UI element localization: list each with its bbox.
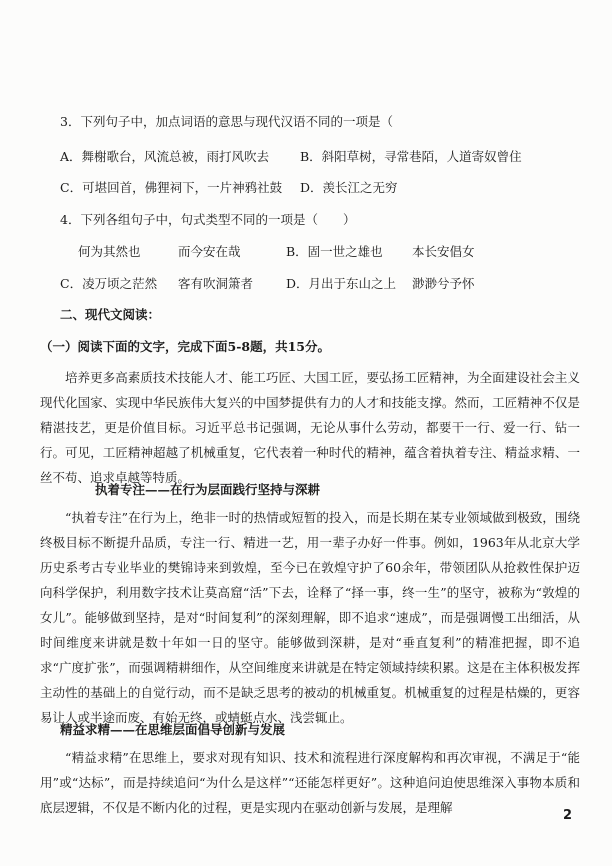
question-3-stem: 3．下列句子中，加点词语的意思与现代汉语不同的一项是（	[60, 114, 393, 129]
question-3-option-d: D．羡长江之无穷	[300, 180, 398, 195]
question-4-option-c-1: C．凌万顷之茫然	[60, 276, 158, 291]
question-3-option-b: B．斜阳草树，寻常巷陌，人道寄奴曾住	[300, 149, 522, 164]
passage-subheading-2: 精益求精——在思维层面倡导创新与发展	[60, 722, 286, 737]
reading-instructions: （一）阅读下面的文字，完成下面5-8题，共15分。	[40, 339, 330, 354]
passage-paragraph-1: “执着专注”在行为上，绝非一时的热情或短暂的投入，而是长期在某专业领域做到极致，围绕终极目标不断提升品质，专注一行、精进一艺，用一辈子办好一件事。例如，1963年从北京大学历史系考古专业毕业的樊锦诗来到敦煌，至今已在敦煌守护了60余年，带领团队从抢救性保护迈向科学保护，利用数字技术让莫高窟“活”下去，诠释了“择一事，终一生”的坚守，被称为“敦煌的女儿”。能够做到坚持，是对“时间复利”的深刻理解，即不追求“速成”，而是强调慢工出细活，从时间维度来讲就是数十年如一日的坚守。能够做到深耕，是对“垂直复利”的精准把握，即不追求“广度扩张”，而强调精耕细作，从空间维度来讲就是在特定领域持续积累。这是在主体积极发挥主动性的基础上的自觉行动，而不是缺乏思考的被动的机械重复。机械重复的过程是枯燥的，更容易让人或半途而废、有始无终，或蜻蜓点水、浅尝辄止。	[40, 510, 580, 725]
question-3-option-a: A．舞榭歌台，风流总被，雨打风吹去	[60, 149, 270, 164]
question-4-option-d-1: D．月出于东山之上	[286, 276, 397, 291]
question-4-option-b-1: B．固一世之雄也	[286, 244, 383, 259]
page-number: 2	[562, 808, 572, 823]
question-4-option-b-2: 本长安倡女	[412, 244, 475, 259]
question-4-option-d-2: 渺渺兮予怀	[412, 276, 475, 291]
question-4-option-c-2: 客有吹洞箫者	[178, 276, 254, 291]
question-4-option-a-1: 何为其然也	[78, 244, 141, 259]
section-heading-modern-reading: 二、现代文阅读：	[60, 307, 161, 322]
question-4-option-a-2: 而今安在哉	[178, 244, 241, 259]
passage-intro-paragraph: 培养更多高素质技术技能人才、能工巧匠、大国工匠，要弘扬工匠精神，为全面建设社会主义现代化国家、实现中华民族伟大复兴的中国梦提供有力的人才和技能支撑。然而，工匠精神不仅是精湛技艺，更是价值目标。习近平总书记强调，无论从事什么劳动，都要干一行、爱一行、钻一行。可见，工匠精神超越了机械重复，它代表着一种时代的精神，蕴含着执着专注、精益求精、一丝不苟、追求卓越等特质。	[40, 370, 580, 485]
passage-paragraph-2: “精益求精”在思维上，要求对现有知识、技术和流程进行深度解构和再次审视，不满足于“能用”或“达标”，而是持续追问“为什么是这样”“还能怎样更好”。这种追问迫使思维深入事物本质和底层逻辑，不仅是不断内化的过程，更是实现内在驱动创新与发展，是理解	[40, 750, 580, 815]
question-3-option-c: C．可堪回首，佛狸祠下，一片神鸦社鼓	[60, 180, 283, 195]
passage-subheading-1: 执着专注——在行为层面践行坚持与深耕	[95, 482, 321, 497]
question-4-stem: 4．下列各组句子中，句式类型不同的一项是（ ）	[60, 212, 356, 227]
